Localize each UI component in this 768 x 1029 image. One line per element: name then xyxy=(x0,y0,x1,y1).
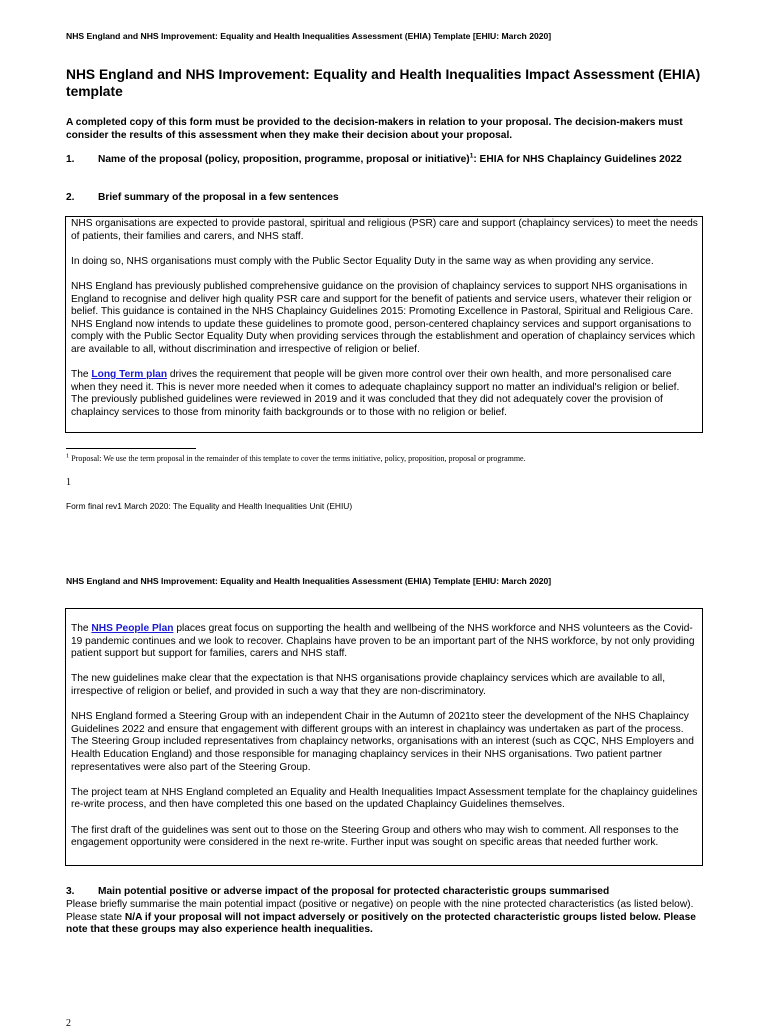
summary-2-paragraph-3: NHS England formed a Steering Group with an independent Chair in the Autumn of 2021to steer the development of the NHS Chaplaincy Guidelines 2022 and ensure that engagement with different groups with an interest in chaplaincy was undertaken as part of the process. The Steering Group included representatives from chaplaincy networks, organisations with an interest (such as CQC, NHS Employers and Health Education England) and those responsible for managing chaplaincy services in their NHS organisations. Two patient partner representatives were also part of the Steering Group. xyxy=(71,711,694,773)
question-3-instructions xyxy=(66,899,716,937)
question-1-answer: : EHIA for NHS Chaplaincy Guidelines 2022 xyxy=(473,154,682,165)
form-footer: Form final rev1 March 2020: The Equality and Health Inequalities Unit (EHIU) xyxy=(66,501,353,511)
question-3-instr-bold: N/A if your proposal will not impact adversely or positively on the protected characteristic groups listed below. Please note that these groups may also experience health inequalities. xyxy=(66,911,696,936)
question-2-number: 2. xyxy=(66,192,75,203)
intro-text: A completed copy of this form must be provided to the decision-makers in relation to your proposal. The decision-makers must consider the results of this assessment when they make their decision about your proposal. xyxy=(66,117,683,141)
question-2-label: Brief summary of the proposal in a few sentences xyxy=(98,192,339,203)
footnote xyxy=(66,454,526,463)
summary-2-paragraph-4: The project team at NHS England completed an Equality and Health Inequalities Impact Assessment template for the chaplaincy guidelines re-write process, and then have completed this one based on the updated Chaplaincy Guidelines themselves. xyxy=(71,786,698,811)
summary-1-paragraph-4 xyxy=(71,369,698,419)
question-3-instr-plain: Please briefly summarise the main potential impact (positive or negative) on people with the nine protected characteristics (as listed below). Please state xyxy=(66,899,694,923)
summary-1-paragraph-2: In doing so, NHS organisations must comply with the Public Sector Equality Duty in the same way as when providing any service. xyxy=(71,255,654,267)
question-3 xyxy=(66,886,716,899)
question-3-label: Main potential positive or adverse impact of the proposal for protected characteristic groups summarised xyxy=(98,886,610,897)
question-1 xyxy=(66,154,716,167)
nhs-people-plan-link[interactable]: NHS People Plan xyxy=(91,623,174,634)
summary-box-2 xyxy=(65,608,703,866)
page-number-1: 1 xyxy=(66,477,71,488)
summary-2-paragraph-1 xyxy=(71,623,698,661)
summary-1-p4-after: drives the requirement that people will be given more control over their own health, and more personalised care when they need it. This is never more needed when it comes to adequate chaplaincy support no matter an individual's religion or belief. The previously published guidelines were reviewed in 2019 and it was concluded that they did not adequately cover the provision of chaplaincy services to those from minority faith backgrounds or to those with no religion or belief. xyxy=(71,369,680,418)
question-2 xyxy=(66,192,716,205)
summary-2-p1-before: The xyxy=(71,623,92,634)
summary-2-p1-after: places great focus on supporting the health and wellbeing of the NHS workforce and NHS volunteers as the Covid-19 pandemic continues and we look to recover. Chaplains have proven to be an important part of the NHS workforce, by not only providing patient support but support for families, carers and NHS staff. xyxy=(71,623,695,660)
question-1-number: 1. xyxy=(66,154,75,165)
summary-2-paragraph-2: The new guidelines make clear that the expectation is that NHS organisations provide chaplaincy services which are available to all, irrespective of religion or belief, and provided in such a way that they are non-discriminatory. xyxy=(71,673,666,697)
summary-1-paragraph-3: NHS England has previously published comprehensive guidance on the provision of chaplaincy services to support NHS organisations in England to recognise and deliver high quality PSR care and support for the benefit of patients and service users, whatever their religion or belief. This guidance is contained in the NHS Chaplaincy Guidelines 2015: Promoting Excellence in Pastoral, Spiritual and Religious Care. NHS England now intends to update these guidelines to promote good, person-centered chaplaincy services and support organisations to comply with the Public Sector Equality Duty when providing services through the establishment and operation of chaplaincy services which are available to all, without discrimination and irrespective of religion or belief. xyxy=(71,280,696,355)
footnote-text: Proposal: We use the term proposal in the remainder of this template to cover the terms initiative, policy, proposition, proposal or programme. xyxy=(69,454,526,463)
summary-box-1 xyxy=(65,216,703,433)
page-title: NHS England and NHS Improvement: Equality and Health Inequalities Impact Assessment (EHIA) template xyxy=(66,67,701,99)
long-term-plan-link[interactable]: Long Term plan xyxy=(91,369,168,381)
footnote-ref[interactable]: 1 xyxy=(469,152,474,160)
question-1-label: Name of the proposal (policy, proposition, programme, proposal or initiative) xyxy=(98,154,470,165)
summary-2-paragraph-5: The first draft of the guidelines was sent out to those on the Steering Group and others who may wish to comment. All responses to the engagement opportunity were considered in the next re-write. Further input was sought on specific areas that needed further work. xyxy=(71,824,679,849)
summary-1-p4-before: The xyxy=(71,369,92,381)
page-number-2: 2 xyxy=(66,1018,71,1029)
running-header: NHS England and NHS Improvement: Equality and Health Inequalities Assessment (EHIA) Template [EHIU: March 2020] xyxy=(66,31,552,41)
question-3-number: 3. xyxy=(66,886,75,897)
running-header-page-2: NHS England and NHS Improvement: Equality and Health Inequalities Assessment (EHIA) Template [EHIU: March 2020] xyxy=(66,576,552,586)
footnote-divider xyxy=(66,448,196,449)
footnote-marker: 1 xyxy=(66,452,70,460)
summary-1-paragraph-1: NHS organisations are expected to provide pastoral, spiritual and religious (PSR) care and support (chaplaincy services) to meet the needs of patients, their families and carers, and NHS staff. xyxy=(71,218,698,242)
